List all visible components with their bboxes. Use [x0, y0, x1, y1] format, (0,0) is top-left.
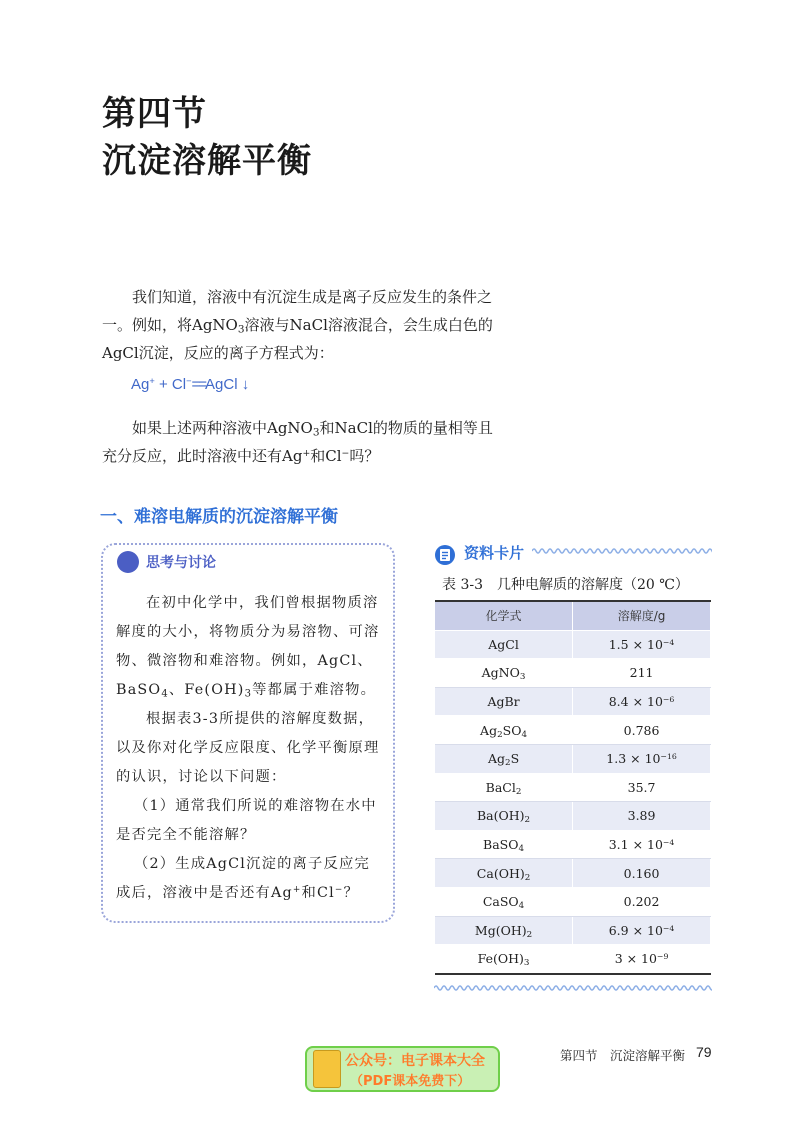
section-number-title: 第四节 — [102, 94, 207, 134]
formula-cell: AgCl — [435, 630, 573, 659]
watermark-line-1: 公众号：电子课本大全 — [345, 1053, 485, 1069]
solubility-cell: 0.160 — [573, 859, 711, 888]
formula-cell: AgBr — [435, 687, 573, 716]
table-row — [435, 744, 711, 773]
table-header-row — [435, 601, 711, 630]
table-row — [435, 659, 711, 688]
question-2: （2）生成AgCl沉淀的离子反应完成后，溶液中是否还有Ag+和Cl−？ — [116, 856, 371, 901]
formula-cell: AgNO$_3$ — [435, 659, 573, 688]
table-row — [435, 945, 711, 974]
question-1: （1）通常我们所说的难溶物在水中是否完全不能溶解？ — [116, 798, 377, 843]
solubility-cell: $8.4 \times 10^{-6}$ — [573, 687, 711, 716]
formula-cell: $Ag_2SO_4$ — [435, 716, 573, 745]
formula-cell: CaSO$_4$ — [435, 887, 573, 916]
solubility-cell: $1.3 \times 10^{-16}$ — [573, 744, 711, 773]
solubility-cell: $3.1 \times 10^{-4}$ — [573, 830, 711, 859]
subsection-heading: 一、难溶电解质的沉淀溶解平衡 — [100, 507, 338, 527]
data-card-title: 资料卡片 — [464, 544, 525, 562]
wave-divider-bottom — [434, 983, 712, 993]
column-header-solubility: 溶解度/g — [573, 601, 711, 630]
formula-cell: $Fe(OH)_3$ — [435, 945, 573, 974]
solubility-cell: $3 \times 10^{-9}$ — [573, 945, 711, 974]
wave-divider-top — [532, 546, 712, 556]
intro-paragraph-1: 我们知道，溶液中有沉淀生成是离子反应发生的条件之一。例如，将AgNO$_3$溶液与NaCl溶液混合，会生成白色的AgCl沉淀，反应的离子方程式为： — [102, 288, 493, 362]
table-row — [435, 859, 711, 888]
bullet-dot-icon — [117, 551, 139, 573]
table-row — [435, 630, 711, 659]
think-paragraph-1: 在初中化学中，我们曾根据物质溶解度的大小，将物质分为易溶物、可溶物、微溶物和难溶物。例如，AgCl、BaSO$_4$、$Fe(OH)_3$等都属于难溶物。 — [116, 595, 380, 700]
solubility-cell: 35.7 — [573, 773, 711, 802]
section-title: 沉淀溶解平衡 — [102, 141, 312, 181]
think-paragraph-2: 根据表3-3所提供的溶解度数据，以及你对化学反应限度、化学平衡原理的认识，讨论以下问题： — [116, 711, 380, 785]
table-caption: 表 3-3 几种电解质的溶解度（20 ℃） — [442, 577, 689, 593]
watermark-line-2: （PDF课本免费下） — [350, 1074, 471, 1089]
think-discuss-title: 思考与讨论 — [146, 555, 216, 571]
footer-section-title: 第四节 沉淀溶解平衡 — [560, 1048, 686, 1063]
solubility-cell: 0.202 — [573, 887, 711, 916]
think-discuss-body — [116, 589, 380, 908]
table-row — [435, 716, 711, 745]
ionic-equation: Ag+ + Cl−==AgCl ↓ — [131, 375, 250, 393]
formula-cell: BaCl$_2$ — [435, 773, 573, 802]
formula-cell: $Ba(OH)_2$ — [435, 802, 573, 831]
formula-cell: $Mg(OH)_2$ — [435, 916, 573, 945]
document-list-icon — [434, 544, 458, 566]
formula-cell: $Ag_2S$ — [435, 744, 573, 773]
solubility-table — [435, 600, 711, 975]
intro-paragraph-2: 如果上述两种溶液中AgNO$_3$和NaCl的物质的量相等且充分反应，此时溶液中还有Ag+和Cl−吗？ — [102, 419, 493, 465]
solubility-cell: 0.786 — [573, 716, 711, 745]
solubility-cell: 3.89 — [573, 802, 711, 831]
table-row — [435, 887, 711, 916]
table-row — [435, 916, 711, 945]
solubility-cell: $6.9 \times 10^{-4}$ — [573, 916, 711, 945]
formula-cell: $Ca(OH)_2$ — [435, 859, 573, 888]
solubility-cell: 211 — [573, 659, 711, 688]
table-row — [435, 830, 711, 859]
formula-cell: BaSO$_4$ — [435, 830, 573, 859]
solubility-cell: $1.5 \times 10^{-4}$ — [573, 630, 711, 659]
watermark-book-icon — [313, 1050, 341, 1088]
table-row — [435, 687, 711, 716]
table-row — [435, 802, 711, 831]
page-number: 79 — [696, 1044, 712, 1060]
column-header-formula: 化学式 — [435, 601, 573, 630]
table-row — [435, 773, 711, 802]
